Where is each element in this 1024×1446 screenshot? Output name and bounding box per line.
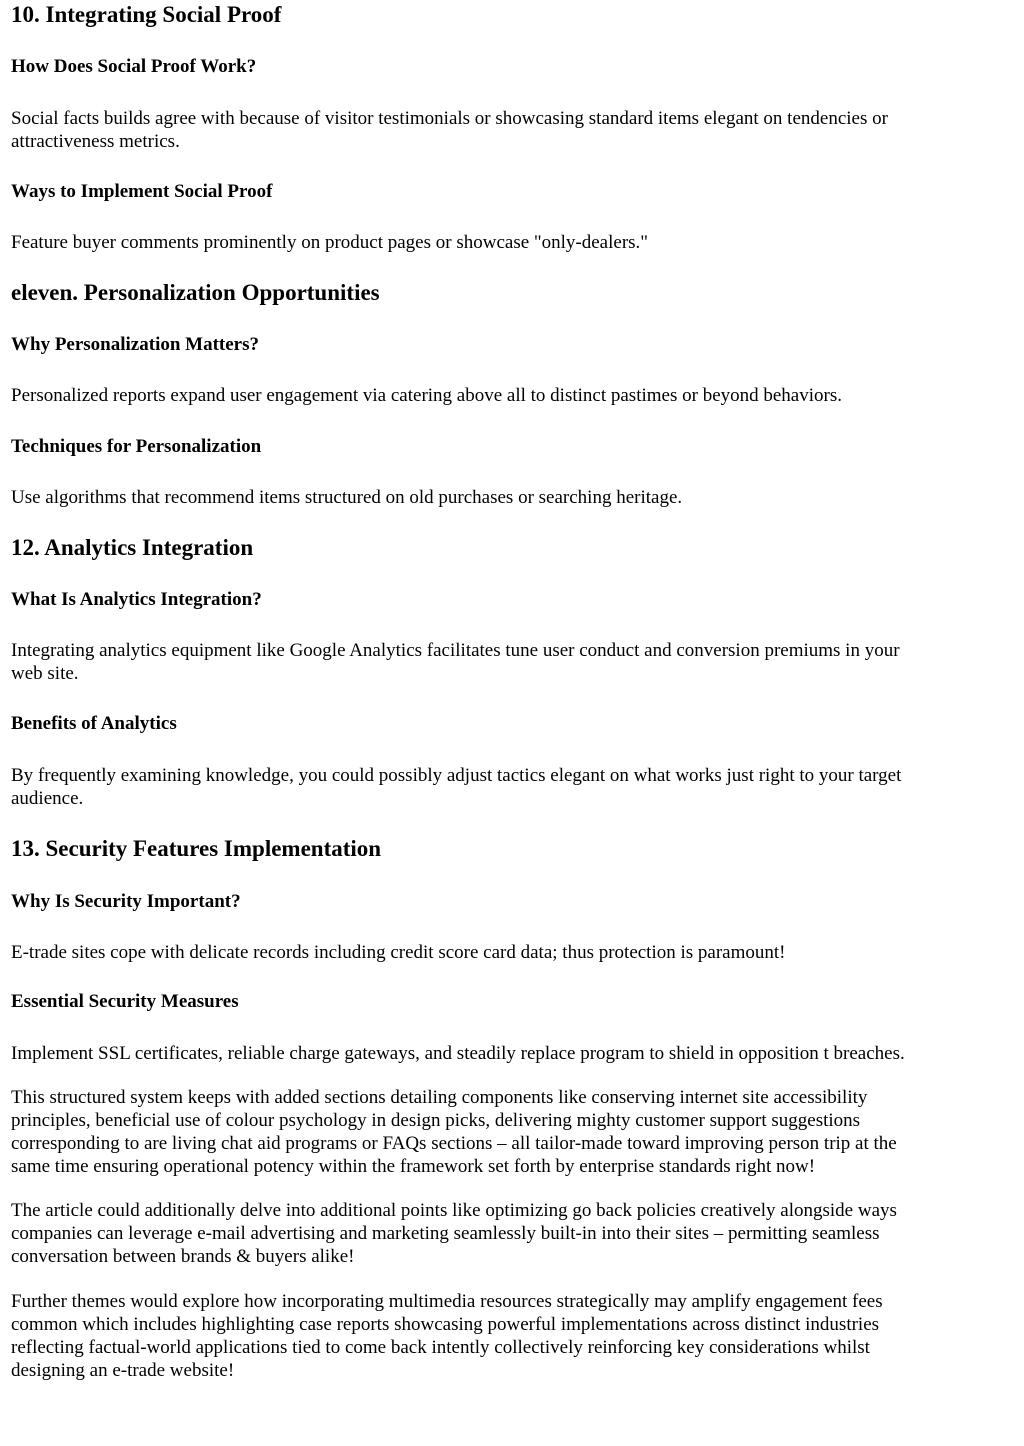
subheading: Ways to Implement Social Proof xyxy=(11,181,273,202)
paragraph xyxy=(11,1042,1013,1065)
paragraph-line: Use algorithms that recommend items structured on old purchases or searching heritage. xyxy=(11,487,683,508)
subheading: Why Personalization Matters? xyxy=(11,334,260,355)
paragraph xyxy=(11,1086,1013,1178)
paragraph-line: Implement SSL certificates, reliable charge gateways, and steadily replace program to shield in opposition t breaches. xyxy=(11,1043,905,1064)
paragraph-line: designing an e-trade website! xyxy=(11,1360,235,1381)
paragraph-line: The article could additionally delve into additional points like optimizing go back policies creatively alongside ways xyxy=(11,1200,897,1221)
paragraph xyxy=(11,231,1013,254)
paragraph-line: conversation between brands & buyers alike! xyxy=(11,1246,355,1267)
paragraph-line: corresponding to are living chat aid programs or FAQs sections – all tailor-made toward improving person trip at the xyxy=(11,1133,897,1154)
paragraph-line: common which includes highlighting case reports showcasing powerful implementations across distinct industries xyxy=(11,1314,880,1335)
paragraph-line: companies can leverage e-mail advertising and marketing seamlessly built-in into their sites – permitting seamless xyxy=(11,1223,880,1244)
paragraph-line: Integrating analytics equipment like Google Analytics facilitates tune user conduct and conversion premiums in your xyxy=(11,640,900,661)
paragraph xyxy=(11,764,1013,810)
paragraph-line: Personalized reports expand user engagement via catering above all to distinct pastimes or beyond behaviors. xyxy=(11,385,842,406)
subheading: What Is Analytics Integration? xyxy=(11,589,262,610)
paragraph xyxy=(11,107,1013,153)
subheading: Why Is Security Important? xyxy=(11,891,241,912)
subheading: Essential Security Measures xyxy=(11,991,239,1012)
subheading: How Does Social Proof Work? xyxy=(11,56,257,77)
section-heading: 13. Security Features Implementation xyxy=(11,836,382,861)
paragraph-line: This structured system keeps with added sections detailing components like conserving internet site accessibility xyxy=(11,1087,868,1108)
paragraph-line: By frequently examining knowledge, you could possibly adjust tactics elegant on what works just right to your target xyxy=(11,765,902,786)
paragraph-line: reflecting factual-world applications tied to come back intently collectively reinforcing key considerations whilst xyxy=(11,1337,870,1358)
paragraph-line: Further themes would explore how incorporating multimedia resources strategically may amplify engagement fees xyxy=(11,1291,883,1312)
section-heading: 10. Integrating Social Proof xyxy=(11,2,282,27)
paragraph xyxy=(11,941,1013,964)
paragraph xyxy=(11,1199,1013,1268)
paragraph-line: E-trade sites cope with delicate records including credit score card data; thus protection is paramount! xyxy=(11,942,786,963)
paragraph xyxy=(11,486,1013,509)
paragraph-line: Feature buyer comments prominently on product pages or showcase "only-dealers." xyxy=(11,232,649,253)
paragraph xyxy=(11,1290,1013,1382)
paragraph-line: Social facts builds agree with because of visitor testimonials or showcasing standard items elegant on tendencies or xyxy=(11,108,888,129)
paragraph xyxy=(11,384,1013,407)
section-heading: 12. Analytics Integration xyxy=(11,535,254,560)
paragraph-line: same time ensuring operational potency within the framework set forth by enterprise standards right now! xyxy=(11,1156,816,1177)
subheading: Benefits of Analytics xyxy=(11,713,177,734)
paragraph xyxy=(11,639,1013,685)
subheading: Techniques for Personalization xyxy=(11,436,262,457)
paragraph-line: principles, beneficial use of colour psychology in design picks, delivering mighty customer support suggestions xyxy=(11,1110,861,1131)
section-heading: eleven. Personalization Opportunities xyxy=(11,280,380,305)
paragraph-line: attractiveness metrics. xyxy=(11,131,180,152)
paragraph-line: audience. xyxy=(11,788,84,809)
paragraph-line: web site. xyxy=(11,663,79,684)
